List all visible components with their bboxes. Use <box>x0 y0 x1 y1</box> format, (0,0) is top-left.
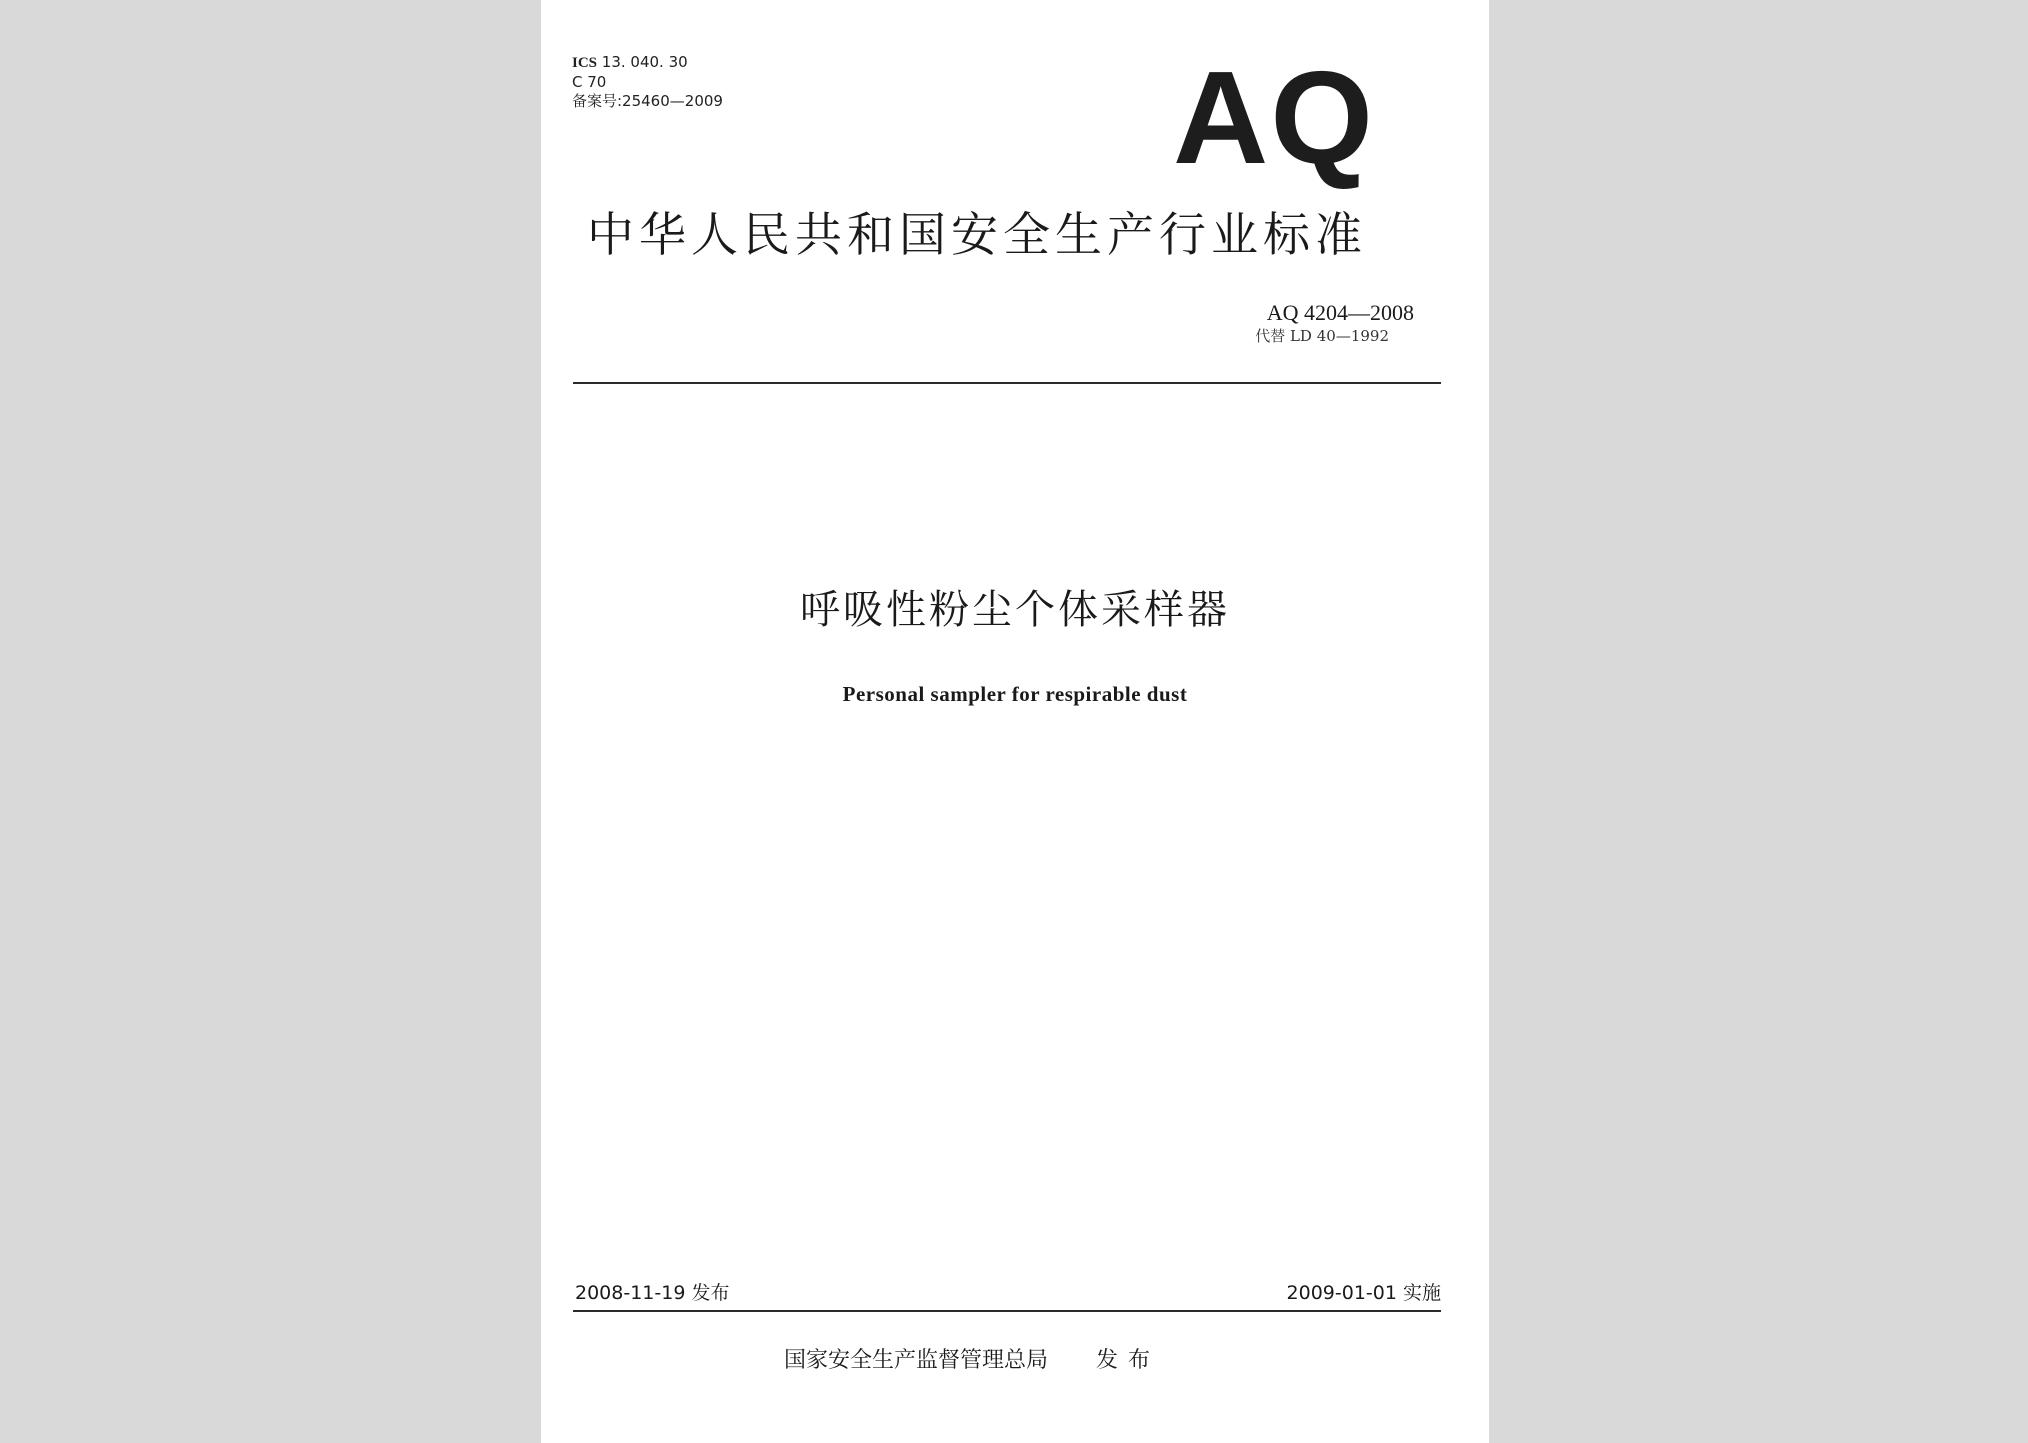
top-divider <box>573 382 1441 384</box>
record-number: 备案号:25460—2009 <box>572 92 723 110</box>
publisher-line <box>784 1346 1160 1376</box>
document-subtitle: Personal sampler for respirable dust <box>842 682 1188 706</box>
replaces-code: 代替 LD 40—1992 <box>1255 327 1389 345</box>
bottom-divider <box>573 1310 1441 1312</box>
standard-code: AQ 4204—2008 <box>1266 300 1414 325</box>
classification-block <box>572 53 723 111</box>
publisher-name: 国家安全生产监督管理总局 <box>784 1348 1049 1373</box>
publisher-action: 发布 <box>1096 1348 1161 1373</box>
standard-title: 中华人民共和国安全生产行业标准 <box>587 208 1367 263</box>
category-code: C 70 <box>572 73 607 91</box>
effective-date: 2009-01-01 实施 <box>1286 1282 1441 1304</box>
ics-value: 13. 040. 30 <box>601 53 688 71</box>
document-page <box>541 0 1489 1443</box>
ics-label: ICS <box>572 55 598 71</box>
ics-line <box>572 53 723 73</box>
aq-logo: AQ <box>1173 44 1375 191</box>
issue-date: 2008-11-19 发布 <box>575 1282 730 1304</box>
standard-code-block <box>1255 300 1414 346</box>
document-title: 呼吸性粉尘个体采样器 <box>800 587 1230 633</box>
